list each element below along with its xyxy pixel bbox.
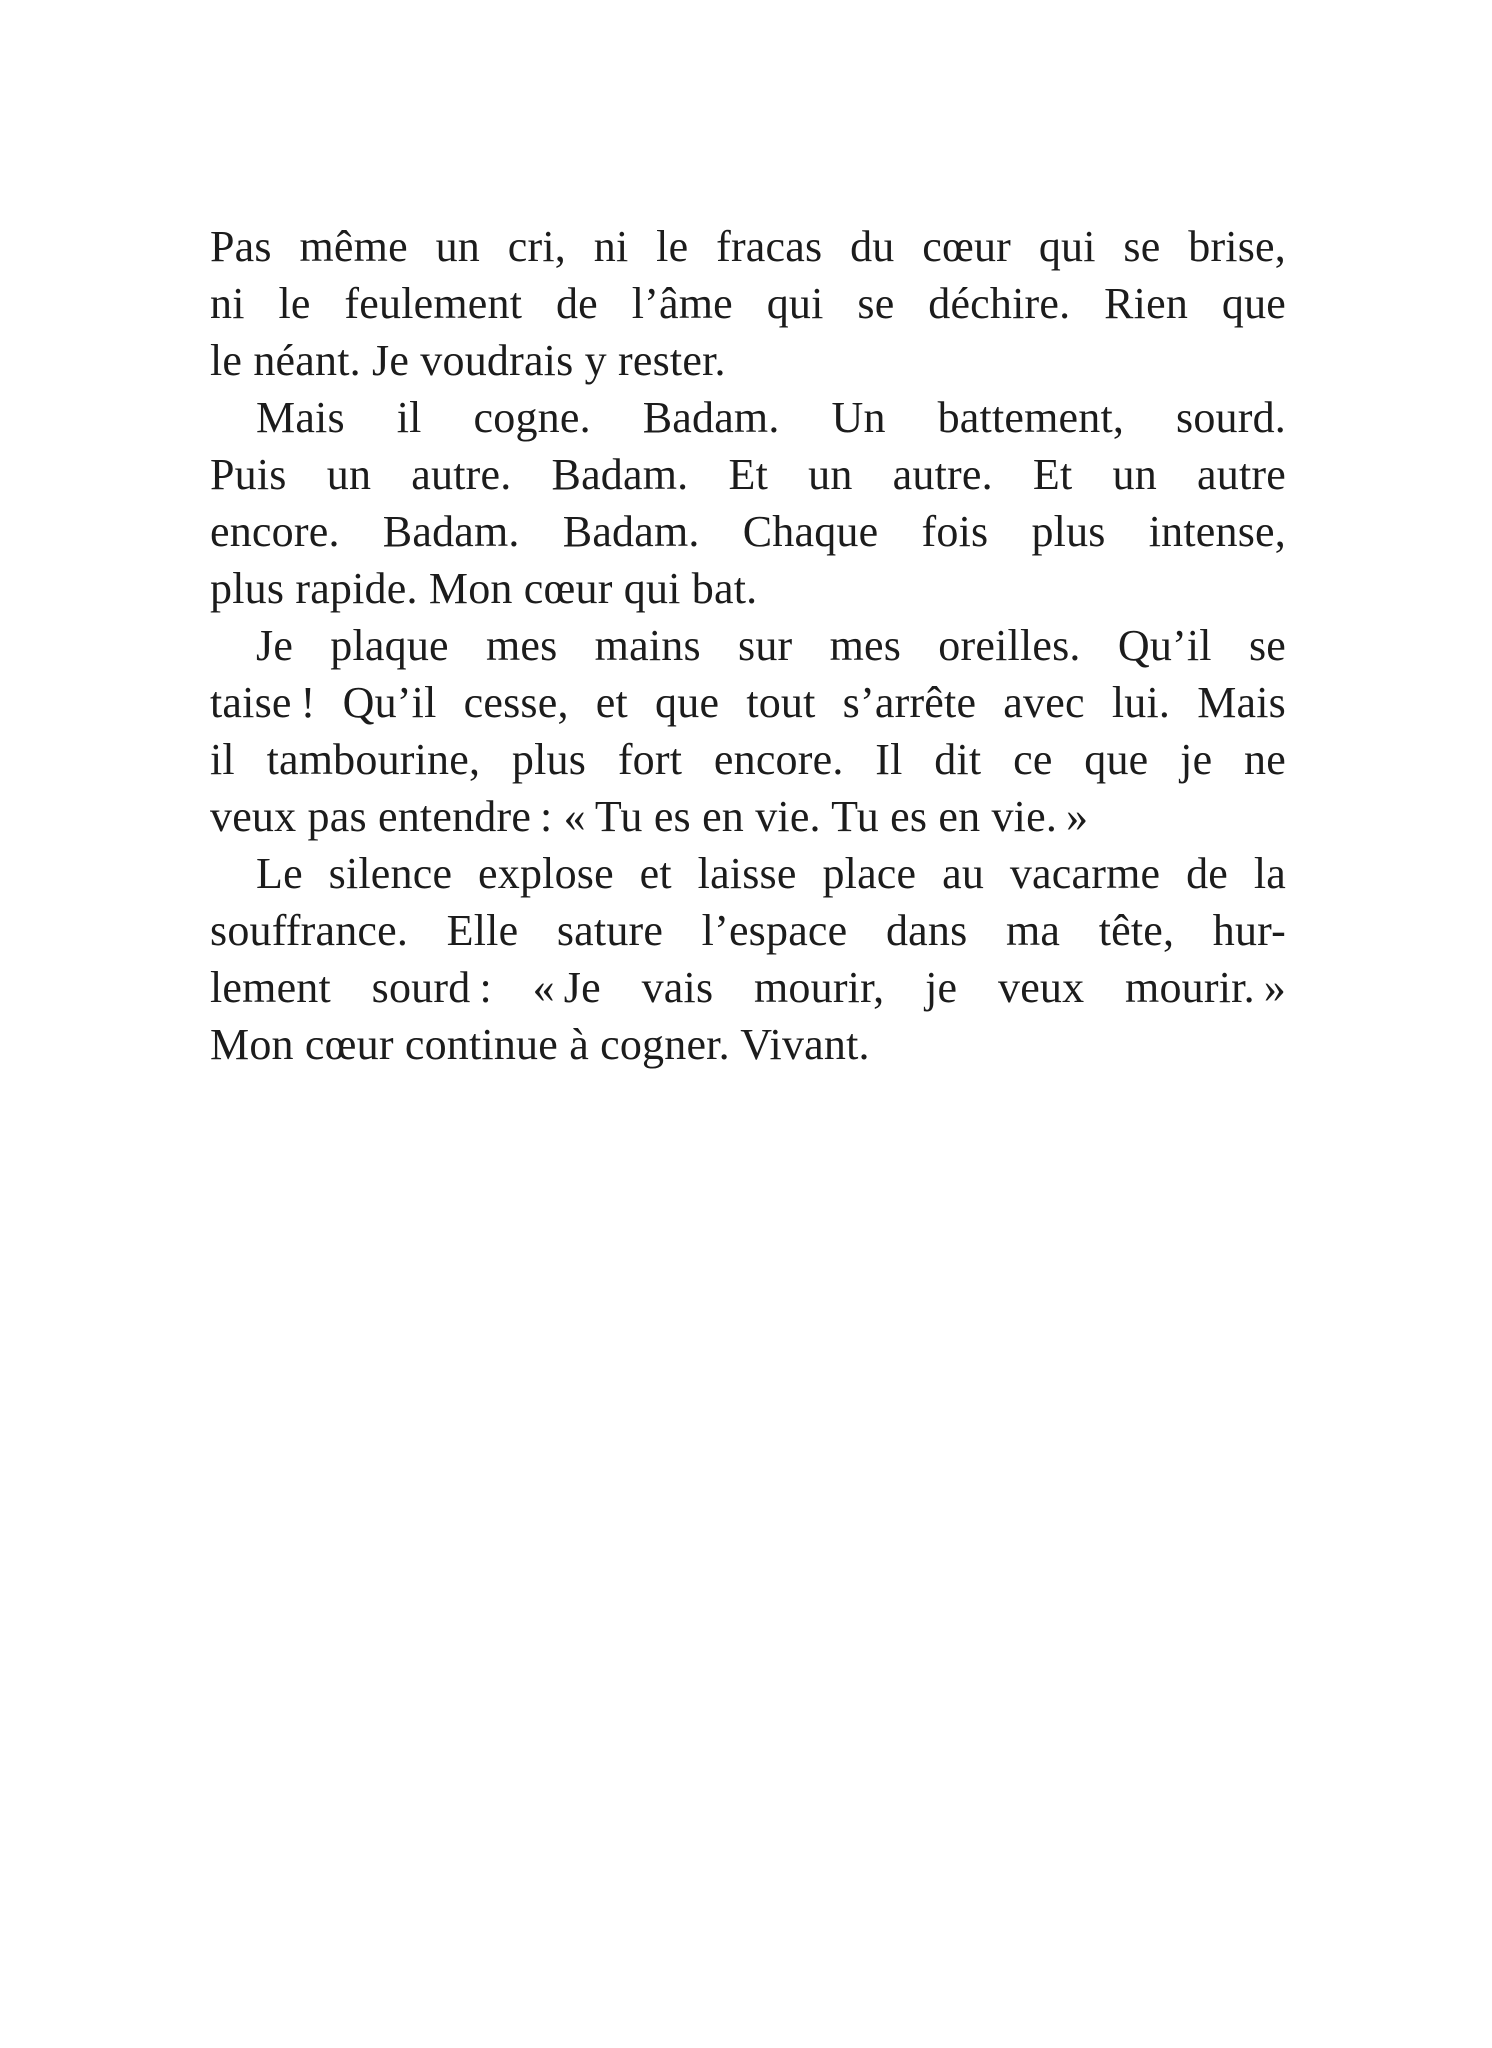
- text-line: Pas même un cri, ni le fracas du cœur qui se brise,: [210, 222, 1286, 271]
- text-line: taise ! Qu’il cesse, et que tout s’arrête avec lui. Mais: [210, 678, 1286, 727]
- text-line: le néant. Je voudrais y rester.: [210, 336, 726, 385]
- text-block: [210, 218, 1286, 1073]
- text-line: encore. Badam. Badam. Chaque fois plus intense,: [210, 507, 1286, 556]
- text-line: ni le feulement de l’âme qui se déchire. Rien que: [210, 279, 1286, 328]
- text-line: Mais il cogne. Badam. Un battement, sourd.: [256, 393, 1286, 442]
- text-line: Je plaque mes mains sur mes oreilles. Qu’il se: [256, 621, 1286, 670]
- text-line: veux pas entendre : « Tu es en vie. Tu es en vie. »: [210, 792, 1089, 841]
- text-line: plus rapide. Mon cœur qui bat.: [210, 564, 758, 613]
- text-line: souffrance. Elle sature l’espace dans ma tête, hur-: [210, 906, 1286, 955]
- text-line: Le silence explose et laisse place au vacarme de la: [256, 849, 1286, 898]
- text-line: il tambourine, plus fort encore. Il dit ce que je ne: [210, 735, 1286, 784]
- text-line: Puis un autre. Badam. Et un autre. Et un autre: [210, 450, 1286, 499]
- text-line: lement sourd : « Je vais mourir, je veux mourir. »: [210, 963, 1286, 1012]
- text-line: Mon cœur continue à cogner. Vivant.: [210, 1020, 870, 1069]
